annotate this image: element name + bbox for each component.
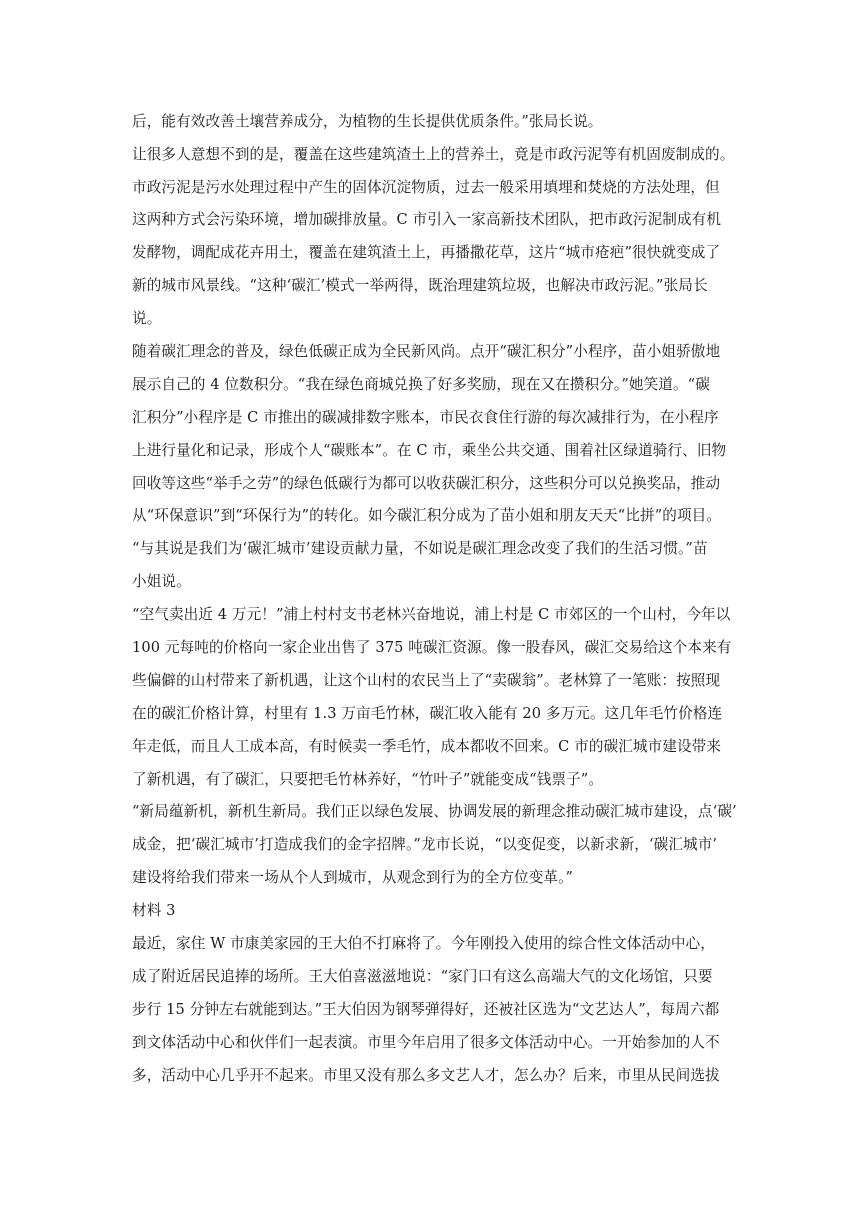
text-line: 这两种方式会污染环境，增加碳排放量。C 市引入一家高新技术团队，把市政污泥制成有机 (132, 211, 722, 228)
text-line: 100 元每吨的价格向一家企业出售了 375 吨碳汇资源。像一股春风，碳汇交易给这个本来有 (132, 639, 732, 656)
text-line: 随着碳汇理念的普及，绿色低碳正成为全民新风尚。点开“碳汇积分”小程序，苗小姐骄傲地 (132, 343, 721, 360)
text-line: 市政污泥是污水处理过程中产生的固体沉淀物质，过去一般采用填埋和焚烧的方法处理，但 (132, 179, 720, 196)
text-line: “与其说是我们为‘碳汇城市’建设贡献力量，不如说是碳汇理念改变了我们的生活习惯。”苗 (132, 540, 708, 557)
text-line: “空气卖出近 4 万元！”浦上村村支书老林兴奋地说，浦上村是 C 市郊区的一个山村，今年以 (132, 606, 731, 623)
text-line: 些偏僻的山村带来了新机遇，让这个山村的农民当上了“卖碳翁”。老林算了一笔账：按照现 (132, 672, 721, 689)
text-line: 了新机遇，有了碳汇，只要把毛竹林养好，“竹叶子”就能变成“钱票子”。 (132, 771, 604, 788)
text-line: 发酵物，调配成花卉用土，覆盖在建筑渣土上，再播撒花草，这片“城市疮疤”很快就变成了 (132, 244, 721, 261)
text-line: 年走低，而且人工成本高，有时候卖一季毛竹，成本都收不回来。C 市的碳汇城市建设带来 (132, 738, 722, 755)
text-line: “新局蕴新机，新机生新局。我们正以绿色发展、协调发展的新理念推动碳汇城市建设，点‘碳’ (132, 803, 737, 820)
text-line: 建设将给我们带来一场从个人到城市，从观念到行为的全方位变革。” (132, 869, 574, 886)
section-heading: 材料 3 (132, 902, 176, 919)
text-line: 让很多人意想不到的是，覆盖在这些建筑渣土上的营养土，竟是市政污泥等有机固废制成的。 (132, 146, 735, 163)
text-line: 上进行量化和记录，形成个人“碳账本”。在 C 市，乘坐公共交通、围着社区绿道骑行、旧物 (132, 442, 727, 459)
text-line: 回收等这些“举手之劳”的绿色低碳行为都可以收获碳汇积分，这些积分可以兑换奖品，推动 (132, 475, 721, 492)
text-line: 后，能有效改善土壤营养成分，为植物的生长提供优质条件。”张局长说。 (132, 113, 603, 130)
text-line: 最近，家住 W 市康美家园的王大伯不打麻将了。今年刚投入使用的综合性文体活动中心， (132, 935, 715, 952)
text-line: 新的城市风景线。“这种‘碳汇’模式一举两得，既治理建筑垃圾，也解决市政污泥。”张局长 (132, 277, 708, 294)
text-line: 小姐说。 (132, 573, 191, 590)
text-line: 从“环保意识”到“环保行为”的转化。如今碳汇积分成为了苗小姐和朋友天天“比拼”的项目。 (132, 507, 722, 524)
text-line: 展示自己的 4 位数积分。“我在绿色商城兑换了好多奖励，现在又在攒积分。”她笑道。“碳 (132, 376, 710, 393)
text-line: 成了附近居民追捧的场所。王大伯喜滋滋地说：“家门口有这么高端大气的文化场馆，只要 (132, 968, 713, 985)
text-line: 步行 15 分钟左右就能到达。”王大伯因为钢琴弹得好，还被社区选为“文艺达人”，每周六都 (132, 1001, 720, 1018)
text-line: 到文体活动中心和伙伴们一起表演。市里今年启用了很多文体活动中心。一开始参加的人不 (132, 1034, 720, 1051)
text-line: 汇积分”小程序是 C 市推出的碳减排数字账本，市民衣食住行游的每次减排行为，在小程序 (132, 409, 719, 426)
text-line: 成金，把‘碳汇城市’打造成我们的金字招牌。”龙市长说，“以变促变，以新求新，‘碳汇城市’ (132, 836, 718, 853)
text-line: 说。 (132, 310, 162, 327)
text-line: 多，活动中心几乎开不起来。市里又没有那么多文艺人才，怎么办？后来，市里从民间选拔 (132, 1067, 720, 1084)
text-line: 在的碳汇价格计算，村里有 1.3 万亩毛竹林，碳汇收入能有 20 多万元。这几年毛竹价格连 (132, 705, 723, 722)
